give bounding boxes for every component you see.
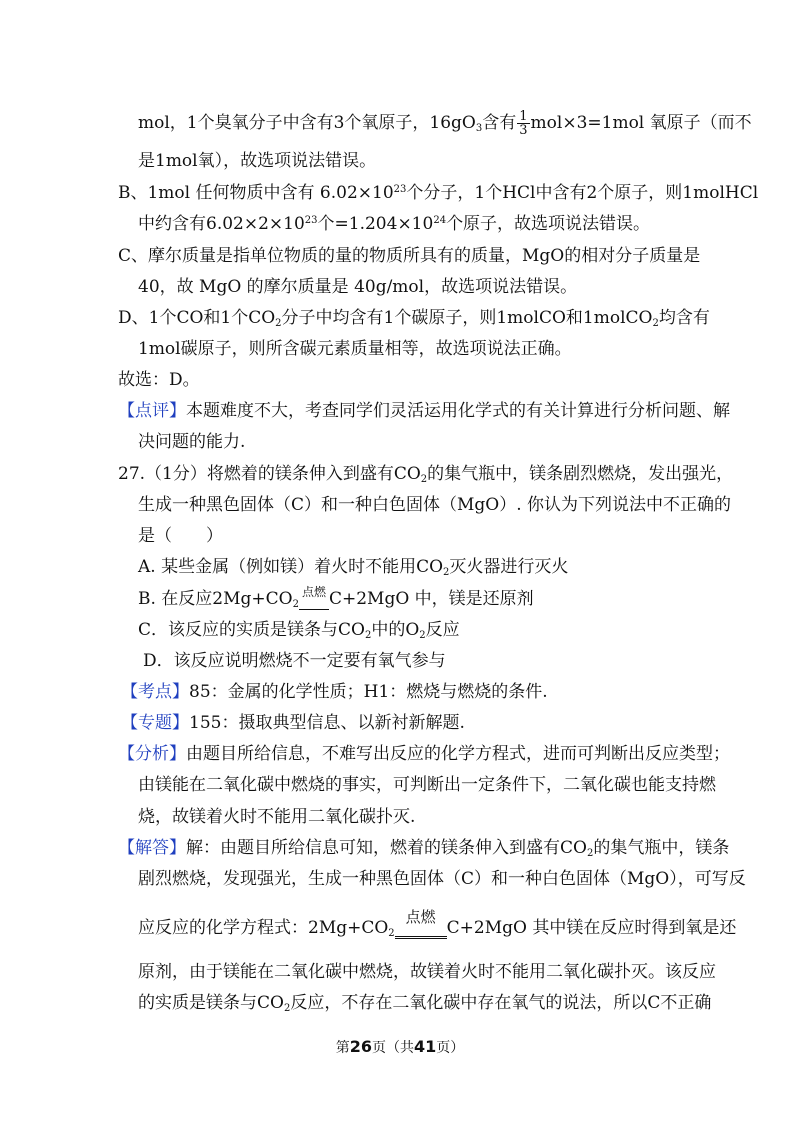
fenxi-line-1: 【分析】由题目所给信息，不难写出反应的化学方程式，进而可判断出反应类型； (118, 744, 730, 764)
jieda-line-4: 原剂，由于镁能在二氧化碳中燃烧，故镁着火时不能用二氧化碳扑灭。该反应 (138, 962, 716, 982)
option-c-line-1: C、摩尔质量是指单位物质的量的物质所具有的质量，MgO的相对分子质量是 (118, 246, 701, 266)
reaction-arrow-large: 点燃 (395, 927, 447, 939)
jieda-line-2: 剧烈燃烧，发现强光，生成一种黑色固体（C）和一种白色固体（MgO），可写反 (138, 869, 746, 889)
q27-option-c: C．该反应的实质是镁条与$CO_2$中的$O_2$反应 (138, 620, 460, 641)
fenxi-line-3: 烧，故镁着火时不能用二氧化碳扑灭. (138, 807, 416, 827)
page-total: 41 (414, 1037, 437, 1056)
jieda-line-5: 的实质是镁条与$CO_2$反应，不存在二氧化碳中存在氧气的说法，所以C不正确 (138, 993, 712, 1014)
option-c-line-2: 40，故 MgO 的摩尔质量是 40g/mol，故选项说法错误。 (138, 277, 578, 297)
option-b-line-1: B、1mol 任何物质中含有 $6.02\times 10^{23}$个分子，1个HCl中含有2个原子，则1molHCl (118, 183, 759, 203)
fenxi-tag: 【分析】 (118, 744, 186, 764)
fraction-one-third: $\frac{1}{3}$ (519, 109, 528, 138)
option-d-line-1: D、1个CO和1个$CO_2$分子中均含有1个碳原子，则1molCO和1molCO$_2$均含有 (118, 308, 710, 329)
page-footer: 第26页（共41页） (335, 1037, 465, 1056)
review-line-2: 决问题的能力. (138, 432, 246, 452)
jieda-tag: 【解答】 (118, 838, 186, 858)
review-tag: 【点评】 (118, 401, 186, 421)
page-number: 26 (349, 1037, 372, 1056)
option-b-line-2: 中约含有$6.02\times 2\times 10^{23}$个$=1.204\times 10^{24}$个原子，故选项说法错误。 (138, 214, 651, 234)
prev-line-1: mol，1个臭氧分子中含有3个氧原子，$16gO_3$含有 $\frac{1}{3}$ mol×3=1mol 氧原子（而不 (138, 109, 752, 138)
reaction-arrow-small: 点燃 (299, 599, 329, 610)
zhuanti-tag: 【专题】 (121, 713, 189, 733)
zhuanti-line: 【专题】155：摄取典型信息、以新衬新解题. (121, 713, 465, 733)
q27-stem-line-2: 生成一种黑色固体（C）和一种白色固体（MgO）. 你认为下列说法中不正确的 (138, 495, 732, 515)
fenxi-line-2: 由镁能在二氧化碳中燃烧的事实，可判断出一定条件下，二氧化碳也能支持燃 (138, 775, 716, 795)
q27-option-d: D．该反应说明燃烧不一定要有氧气参与 (143, 651, 446, 671)
jieda-line-3: 应反应的化学方程式：$2Mg+CO_2$ 点燃 C+2MgO 其中镁在反应时得到氧是还 (138, 908, 737, 939)
prev-line-2: 是1mol氧），故选项说法错误。 (138, 151, 377, 171)
q27-option-a: A. 某些金属（例如镁）着火时不能用$CO_2$灭火器进行灭火 (138, 557, 569, 578)
q27-stem-line-3: 是（ ） (138, 526, 223, 546)
jieda-line-1: 【解答】解：由题目所给信息可知，燃着的镁条伸入到盛有$CO_2$的集气瓶中，镁条 (118, 838, 730, 859)
option-d-line-2: 1mol碳原子，则所含碳元素质量相等，故选项说法正确。 (138, 339, 572, 359)
kaodian-line: 【考点】85：金属的化学性质；H1：燃烧与燃烧的条件. (121, 682, 548, 702)
q27-stem-line-1: 27.（1分）将燃着的镁条伸入到盛有$CO_2$的集气瓶中，镁条剧烈燃烧，发出强光， (118, 464, 734, 485)
review-line-1: 【点评】本题难度不大，考查同学们灵活运用化学式的有关计算进行分析问题、解 (118, 401, 730, 421)
answer-line: 故选：D。 (118, 370, 200, 390)
q27-option-b: B. 在反应$2Mg+CO_2$ 点燃 C+2MgO 中，镁是还原剂 (138, 585, 534, 610)
kaodian-tag: 【考点】 (121, 682, 189, 702)
